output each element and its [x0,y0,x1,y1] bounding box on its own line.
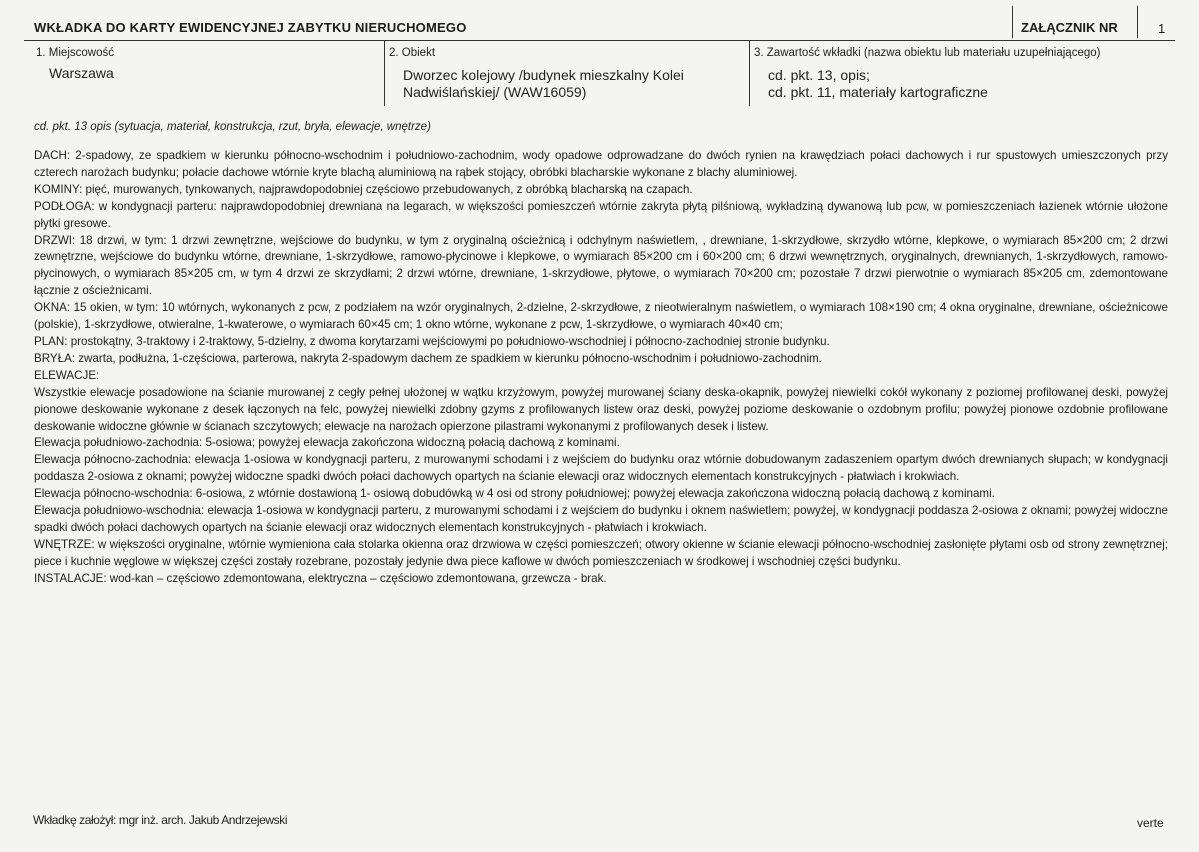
paragraph-doors: DRZWI: 18 drzwi, w tym: 1 drzwi zewnętrzne, wejściowe do budynku, w tym z oryginalną ościeżnicą i odchylnym naświetlem, , drewniane, 1-skrzydłowe, skrzydło wtórne, klepkowe, o wymiarach 85×200 cm; 2 drzwi zewnętrzne, wejściowe do budynku wtórne, drewniane, 1-skrzydłowe, ramowo-płycinowe i klepkowe, o wymiarach 85×200 cm i 60×200 cm; 6 drzwi wewnętrznych, oryginalnych, drewnianych, 1-skrzydłowych, ramowo-płycinowych, o wymiarach 85×205 cm, w tym 4 drzwi ze skrzydłami; 2 drzwi wtórne, drewniane, 1-skrzydłowe, płytowe, o wymiarach 70×200 cm; pozostałe 7 drzwi pierwotnie o wymiarach 85×205 cm, zdemontowane łącznie z ościeżnicami. [34,233,1168,298]
contents-label: 3. Zawartość wkładki (nazwa obiektu lub materiału uzupełniającego) [754,47,1101,59]
contents-value-line: cd. pkt. 13, opis; [768,67,870,83]
object-value-line: Nadwiślańskiej/ (WAW16059) [403,84,587,100]
object-label: 2. Obiekt [389,47,436,59]
description-subtitle: cd. pkt. 13 opis (sytuacja, materiał, konstrukcja, rzut, bryła, elewacje, wnętrze) [34,121,431,133]
document-title: WKŁADKA DO KARTY EWIDENCYJNEJ ZABYTKU NIERUCHOMEGO [34,20,467,35]
paragraph-floor: PODŁOGA: w kondygnacji parteru: najprawdopodobniej drewniana na legarach, w większości pomieszczeń wtórnie zakryta płytą pilśniową, wykładziną dywanową lub pcw, w pomieszczeniach łazienek wtórnie ułożone płytki gresowe. [34,199,1168,230]
field-divider [749,40,750,106]
attachment-label: ZAŁĄCZNIK NR [1021,20,1118,35]
header-rule [24,40,1175,41]
locality-value: Warszawa [49,65,114,81]
paragraph-elevation-nw: Elewacja północno-zachodnia: elewacja 1-osiowa w kondygnacji parteru, z murowanymi schodami i z wejściem do budynku oraz wtórnie dobudowanym zadaszeniem opartym dwóch drewnianych słupach; w kondygnacji poddasza 2-osiowa z oknami; powyżej widoczne spadki dwóch połaci dachowych opartych na ścianie elewacji oraz widocznych elementach konstrukcyjnych - płatwiach i krokwiach. [34,453,1168,484]
paragraph-chimneys: KOMINY: pięć, murowanych, tynkowanych, najprawdopodobniej częściowo przebudowanych, z obróbką blacharską na czapach. [34,182,693,196]
description-body [34,148,1168,588]
field-divider [384,40,385,106]
object-value [403,67,684,101]
contents-value [768,67,988,101]
attachment-number: 1 [1158,21,1166,36]
paragraph-elevation-sw: Elewacja południowo-zachodnia: 5-osiowa; powyżej elewacja zakończona widoczną połacią dachową z kominami. [34,436,620,450]
contents-value-line: cd. pkt. 11, materiały kartograficzne [768,84,988,100]
object-value-line: Dworzec kolejowy /budynek mieszkalny Kolei [403,67,684,83]
header-divider [1012,6,1013,38]
paragraph-interior: WNĘTRZE: w większości oryginalne, wtórnie wymieniona cała stolarka okienna oraz drzwiowa w części pomieszczeń; otwory okienne w ścianie elewacji północno-wschodniej zasłonięte płytami osb od strony zewnętrznej; piece i kuchnie węglowe w większej części zostały rozebrane, pozostały jedynie dwa piece kaflowe w dwóch pomieszczeniach w środkowej i wschodniej części budynku. [34,537,1168,568]
locality-label: 1. Miejscowość [36,47,114,59]
paragraph-installations: INSTALACJE: wod-kan – częściowo zdemontowana, elektryczna – częściowo zdemontowana, grzewcza - brak. [34,571,607,585]
paragraph-plan: PLAN: prostokątny, 3-traktowy i 2-traktowy, 5-dzielny, z dwoma korytarzami wejściowymi po południowo-wschodniej i północno-zachodniej stronie budynku. [34,334,830,348]
verte-note: verte [1137,816,1164,830]
author-note: Wkładkę założył: mgr inż. arch. Jakub Andrzejewski [33,813,288,827]
paragraph-elevation-se: Elewacja południowo-wschodnia: elewacja 1-osiowa w kondygnacji parteru, z murowanymi schodami i z wejściem do budynku i oknem naświetlem; powyżej, w kondygnacji poddasza 2-osiowa z oknami; powyżej widoczne spadki dwóch połaci dachowych opartych na ścianie elewacji oraz widocznych elementach konstrukcyjnych - płatwiach i krokwiach. [34,504,1168,534]
paragraph-elevations-heading: ELEWACJE: [34,368,100,382]
paragraph-roof: DACH: 2-spadowy, ze spadkiem w kierunku północno-wschodnim i południowo-zachodnim, wody opadowe odprowadzane do dwóch rynien na krawędziach połaci dachowych i rur spustowych umieszczonych przy czterech narożach budynku; połacie dachowe wtórnie kryte blachą aluminiową na rąbek stojący, obróbki blacharskie wykonane z blachy aluminiowej. [34,149,1168,179]
header-divider [1137,6,1138,38]
paragraph-elevation-ne: Elewacja północno-wschodnia: 6-osiowa, z wtórnie dostawioną 1- osiową dobudówką w 4 osi od strony południowej; powyżej elewacja zakończona widoczną połacią dachową z kominami. [34,487,995,501]
paragraph-massing: BRYŁA: zwarta, podłużna, 1-częściowa, parterowa, nakryta 2-spadowym dachem ze spadkiem w kierunku północno-wschodnim i południowo-zachodnim. [34,351,822,365]
paragraph-elevations-general: Wszystkie elewacje posadowione na ścianie murowanej z cegły pełnej ułożonej w wątku krzyżowym, powyżej murowanej ściany deska-okapnik, powyżej niewielki cokół wykonany z poziomej profilowanej deski, powyżej pionowe deskowanie wykonane z desek łączonych na felc, powyżej niewielki zdobny gzyms z profilowanych listew oraz deski, powyżej poziome deskowanie o ozdobnym profilu; powyżej pionowe ozdobnie profilowane deskowanie widoczne głównie w ścianach szczytowych; elewacje na narożach opierzone pilastrami wykonanymi z profilowanych desek i listew. [34,385,1168,433]
paragraph-windows: OKNA: 15 okien, w tym: 10 wtórnych, wykonanych z pcw, z podziałem na wzór oryginalnych, 2-dzielne, 2-skrzydłowe, z nieotwieralnym naświetlem, o wymiarach 108×190 cm; 4 okna oryginalne, drewniane, ościeżnicowe (polskie), 1-skrzydłowe, otwieralne, 1-kwaterowe, o wymiarach 60×45 cm; 1 okno wtórne, wykonane z pcw, 1-skrzydłowe, o wymiarach 40×40 cm; [34,301,1168,332]
